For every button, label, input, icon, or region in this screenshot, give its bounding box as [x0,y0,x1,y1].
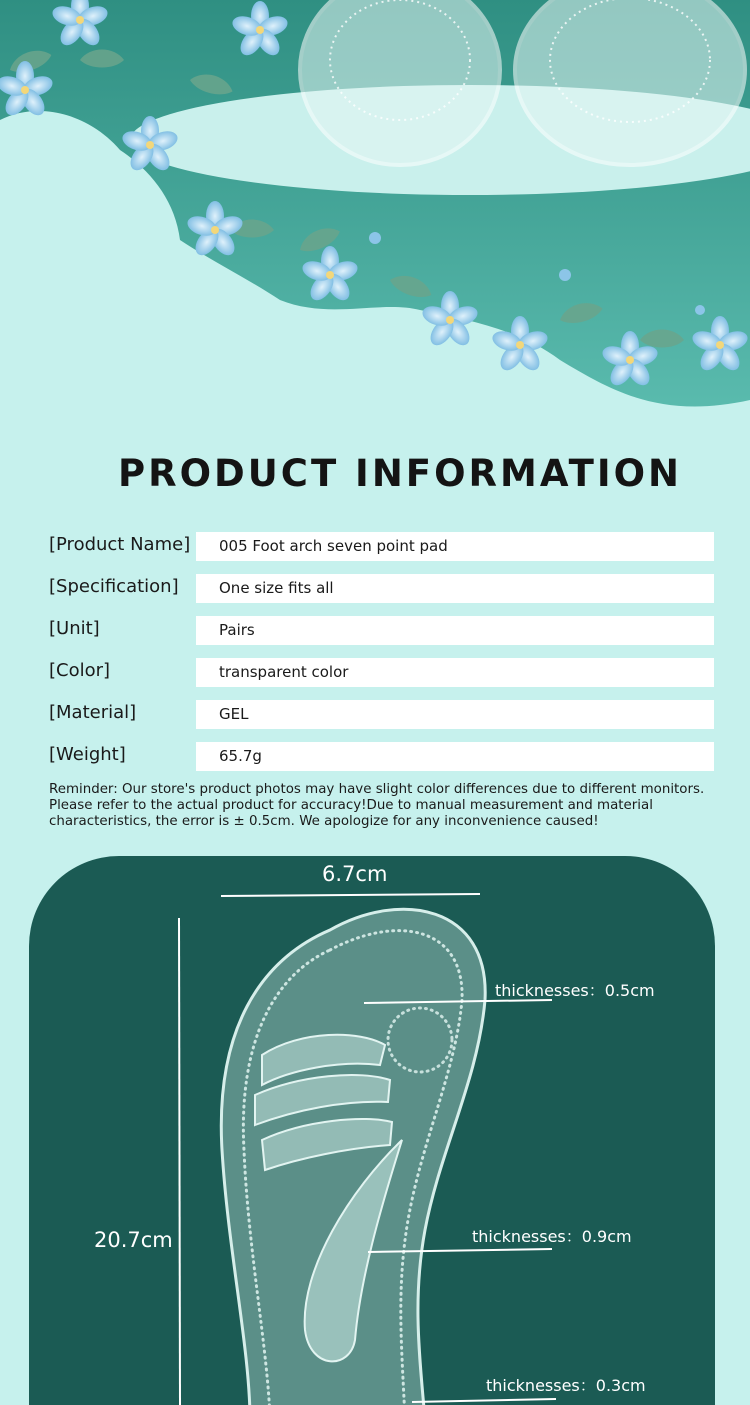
gel-insole-image [221,909,485,1405]
info-value: 005 Foot arch seven point pad [196,532,714,561]
width-line [221,894,480,896]
length-label: 20.7cm [94,1228,173,1252]
thickness-label: thicknesses：0.9cm [472,1227,632,1246]
info-value: transparent color [196,658,714,687]
info-label: [Product Name] [49,534,191,555]
info-value: 65.7g [196,742,714,771]
info-value: Pairs [196,616,714,645]
info-value: One size fits all [196,574,714,603]
page-title: PRODUCT INFORMATION [117,452,683,495]
info-label: [Material] [49,702,137,723]
info-label: [Specification] [49,576,179,597]
info-label: [Unit] [49,618,100,639]
info-label: [Weight] [49,744,126,765]
thickness-pointer [412,1399,556,1402]
thickness-label: thicknesses：0.3cm [486,1376,646,1395]
info-value: GEL [196,700,714,729]
thickness-label: thicknesses：0.5cm [495,981,655,1000]
length-line [179,918,180,1405]
reminder-note: Reminder: Our store's product photos may have slight color differences due to different monitors. Please refer to the actual product for accuracy!Due to manual measurement and material characteristics, the error is ± 0.5cm. We apologize for any inconvenience caused! [49,782,705,829]
width-label: 6.7cm [322,862,388,886]
info-label: [Color] [49,660,111,681]
